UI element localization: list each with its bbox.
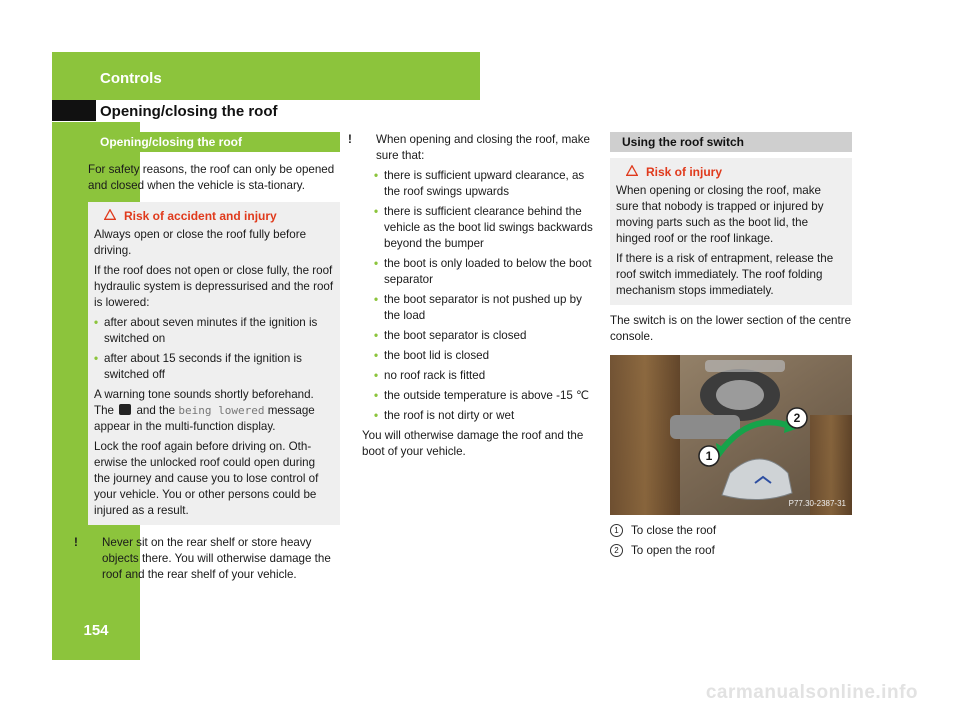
roof-warning-icon — [119, 404, 131, 415]
notice-text: ! Never sit on the rear shelf or store heavy objects there. You will otherwise damage the roof and the rear shelf of your vehicle. — [74, 536, 331, 581]
warning-title: Risk of injury — [616, 164, 846, 180]
caption-item: 1 To close the roof — [610, 523, 852, 539]
caption-list — [610, 523, 852, 559]
column-2 — [348, 132, 598, 464]
bullet-list — [362, 168, 598, 424]
warning-title: Risk of accident and injury — [94, 208, 334, 224]
notice-text: ! When opening and closing the roof, make sure that: — [348, 133, 590, 162]
bullet-list — [94, 315, 334, 383]
section-heading: Using the roof switch — [610, 132, 852, 152]
list-item: • the boot is only loaded to below the boot separator — [374, 257, 592, 286]
warning-triangle-icon — [626, 164, 638, 180]
warning-box — [610, 158, 852, 305]
list-item: • the outside temperature is above -15 ℃ — [374, 389, 590, 402]
header-marker — [52, 100, 96, 121]
page-number: 154 — [83, 622, 109, 639]
body-text: You will otherwise damage the roof and the boot of your vehicle. — [362, 429, 584, 458]
column-3 — [610, 132, 852, 563]
list-item: • after about 15 seconds if the ignition is switched off — [94, 352, 302, 381]
list-item: • no roof rack is fitted — [374, 369, 486, 382]
list-item: • the boot lid is closed — [374, 349, 490, 362]
caption-number: 1 — [610, 524, 623, 537]
body-text: The switch is on the lower section of the centre console. — [610, 314, 852, 343]
intro-text: For safety reasons, the roof can only be opened and closed when the vehicle is sta-tionary. — [88, 163, 335, 192]
warning-box — [88, 202, 340, 525]
warning-triangle-icon — [104, 208, 116, 224]
notice-icon: ! — [74, 536, 78, 549]
caption-number: 2 — [610, 544, 623, 557]
section-heading: Opening/closing the roof — [88, 132, 340, 152]
column-1 — [74, 132, 340, 587]
notice-icon: ! — [348, 133, 352, 146]
list-item: • there is sufficient upward clearance, as the roof swings upwards — [374, 169, 585, 198]
list-item: • the boot separator is not pushed up by the load — [374, 293, 582, 322]
list-item: • the roof is not dirty or wet — [374, 409, 515, 422]
warning-text: A warning tone sounds shortly beforehand. The and the being lowered message appear in the multi-function display. — [94, 388, 315, 433]
display-message: being lowered — [178, 404, 265, 417]
caption-item: 2 To open the roof — [610, 543, 852, 559]
warning-text: Always open or close the roof fully before driving. — [94, 228, 307, 257]
warning-text: If the roof does not open or close fully, the roof hydraulic system is depressurised and the roof is lowered: — [94, 264, 334, 309]
list-item: • there is sufficient clearance behind the vehicle as the boot lid swings backwards beyond the bumper — [374, 205, 593, 250]
photo-code: P77.30-2387-31 — [788, 499, 846, 508]
photo-marker-1: 1 — [705, 449, 713, 463]
roof-switch-photo — [610, 355, 852, 515]
warning-text: If there is a risk of entrapment, release the roof switch immediately. The roof folding mechanism stops immediately. — [616, 252, 834, 297]
warning-text: When opening or closing the roof, make sure that nobody is trapped or injured by moving parts such as the boot lid, the hinged roof or the roof linkage. — [616, 184, 824, 245]
section-label: Controls — [100, 70, 162, 87]
page-title: Opening/closing the roof — [100, 103, 278, 120]
list-item: • after about seven minutes if the ignition is switched on — [94, 316, 318, 345]
photo-marker-2: 2 — [793, 411, 801, 425]
warning-text: Lock the roof again before driving on. Oth-erwise the unlocked roof could open during the journey and cause you to lose control of your vehicle. You or other persons could be injured as a result. — [94, 440, 319, 517]
list-item: • the boot separator is closed — [374, 329, 527, 342]
watermark: carmanualsonline.info — [705, 682, 918, 703]
